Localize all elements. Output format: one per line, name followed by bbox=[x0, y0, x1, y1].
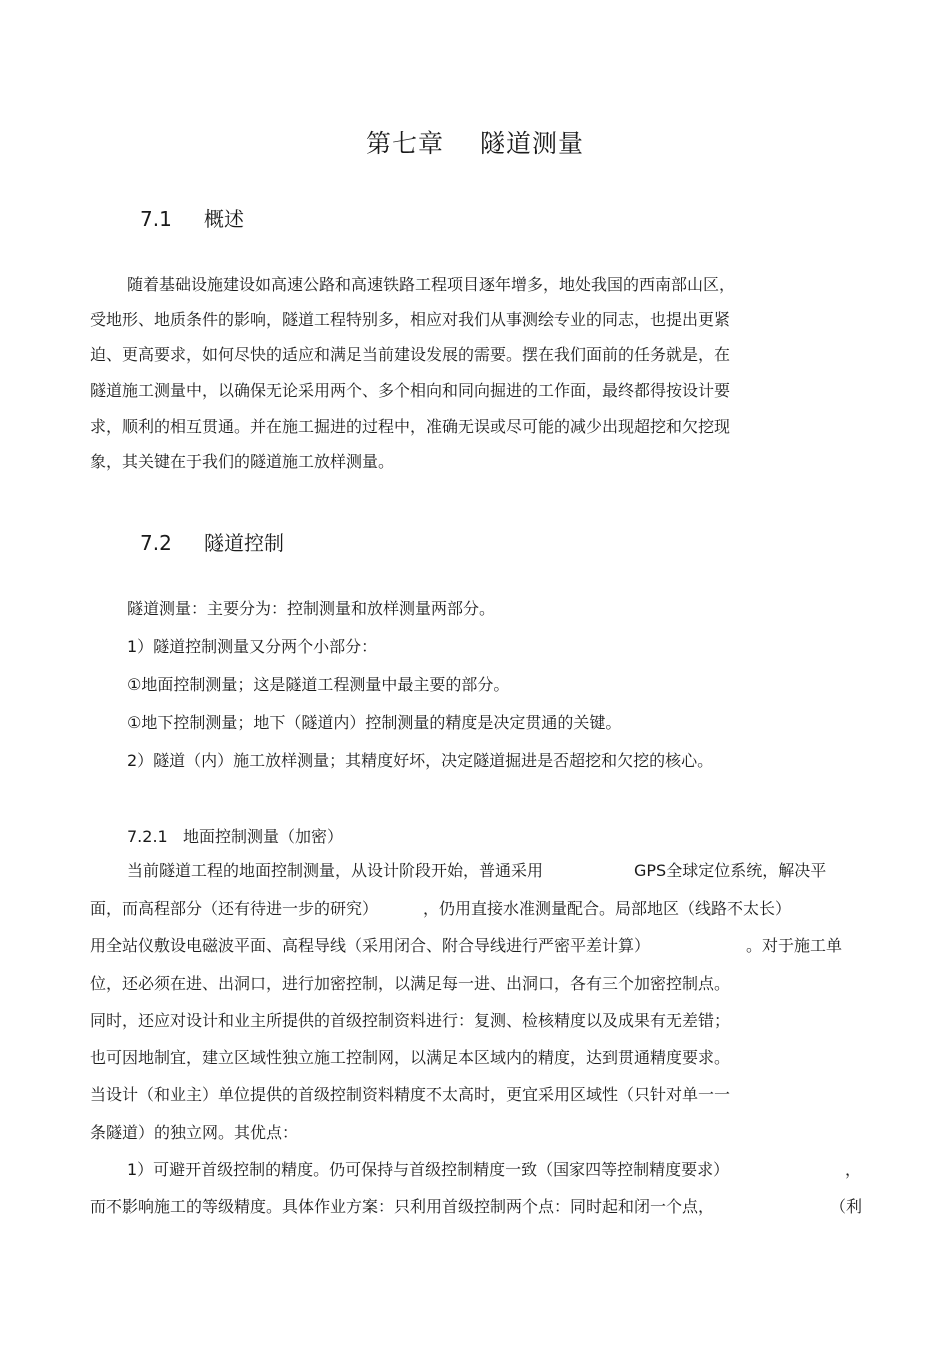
subsection-heading-7-2-1 bbox=[127, 824, 343, 847]
section-heading-7-2 bbox=[140, 527, 284, 556]
list-item: ①地面控制测量；这是隧道工程测量中最主要的部分。 bbox=[127, 675, 510, 694]
list-item: 1）隧道控制测量又分两个小部分： bbox=[127, 637, 378, 656]
paragraph-line: 条隧道）的独立网。其优点： bbox=[90, 1123, 299, 1142]
subsection-number: 7.2.1 bbox=[127, 827, 168, 846]
paragraph-line: 随着基础设施建设如高速公路和高速铁路工程项目逐年增多，地处我国的西南部山区， bbox=[127, 275, 736, 294]
paragraph-line: 也可因地制宜，建立区域性独立施工控制网，以满足本区域内的精度，达到贯通精度要求。 bbox=[90, 1048, 731, 1067]
section-title: 隧道控制 bbox=[204, 531, 284, 555]
section-heading-7-1 bbox=[140, 203, 244, 232]
list-item: ①地下控制测量；地下（隧道内）控制测量的精度是决定贯通的关键。 bbox=[127, 713, 622, 732]
list-item: 1）可避开首级控制的精度。仍可保持与首级控制精度一致（国家四等控制精度要求） bbox=[127, 1160, 730, 1179]
paragraph-line: 象，其关键在于我们的隧道施工放样测量。 bbox=[90, 452, 395, 471]
section-number: 7.1 bbox=[140, 207, 172, 231]
paragraph-line: 而不影响施工的等级精度。具体作业方案：只利用首级控制两个点：同时起和闭一个点， bbox=[90, 1197, 715, 1216]
paragraph-line: 当设计（和业主）单位提供的首级控制资料精度不太高时，更宜采用区域性（只针对单一一 bbox=[90, 1085, 731, 1104]
paragraph-line: 面，而高程部分（还有待进一步的研究） bbox=[90, 899, 379, 918]
paragraph-line: 。对于施工单 bbox=[746, 936, 843, 955]
paragraph-line: 隧道测量：主要分为：控制测量和放样测量两部分。 bbox=[127, 599, 496, 618]
paragraph-line: 迫、更高要求，如何尽快的适应和满足当前建设发展的需要。摆在我们面前的任务就是，在 bbox=[90, 345, 731, 364]
paragraph-line: 当前隧道工程的地面控制测量，从设计阶段开始，普通采用 bbox=[127, 861, 544, 880]
chapter-number: 第七章 bbox=[365, 129, 444, 158]
paragraph-line: 同时，还应对设计和业主所提供的首级控制资料进行：复测、检核精度以及成果有无差错； bbox=[90, 1011, 731, 1030]
paragraph-line: ，仍用直接水准测量配合。局部地区（线路不太长） bbox=[423, 899, 792, 918]
list-item: 2）隧道（内）施工放样测量；其精度好坏，决定隧道掘进是否超挖和欠挖的核心。 bbox=[127, 751, 714, 770]
paragraph-line: 受地形、地质条件的影响，隧道工程特别多，相应对我们从事测绘专业的同志，也提出更紧 bbox=[90, 310, 731, 329]
paragraph-line: 用全站仪敷设电磁波平面、高程导线（采用闭合、附合导线进行严密平差计算） bbox=[90, 936, 651, 955]
paragraph-line: 位，还必须在进、出洞口，进行加密控制，以满足每一进、出洞口，各有三个加密控制点。 bbox=[90, 974, 731, 993]
paragraph-line: ， bbox=[845, 1160, 862, 1179]
section-number: 7.2 bbox=[140, 531, 172, 555]
chapter-title bbox=[0, 124, 950, 160]
paragraph-line: GPS全球定位系统，解决平 bbox=[634, 861, 827, 880]
subsection-title: 地面控制测量（加密） bbox=[182, 827, 343, 846]
section-title: 概述 bbox=[204, 207, 244, 231]
paragraph-line: 求，顺利的相互贯通。并在施工掘进的过程中，准确无误或尽可能的减少出现超挖和欠挖现 bbox=[90, 417, 731, 436]
paragraph-line: 隧道施工测量中，以确保无论采用两个、多个相向和同向掘进的工作面，最终都得按设计要 bbox=[90, 381, 731, 400]
paragraph-line: （利 bbox=[830, 1197, 863, 1216]
chapter-name: 隧道测量 bbox=[480, 129, 585, 158]
